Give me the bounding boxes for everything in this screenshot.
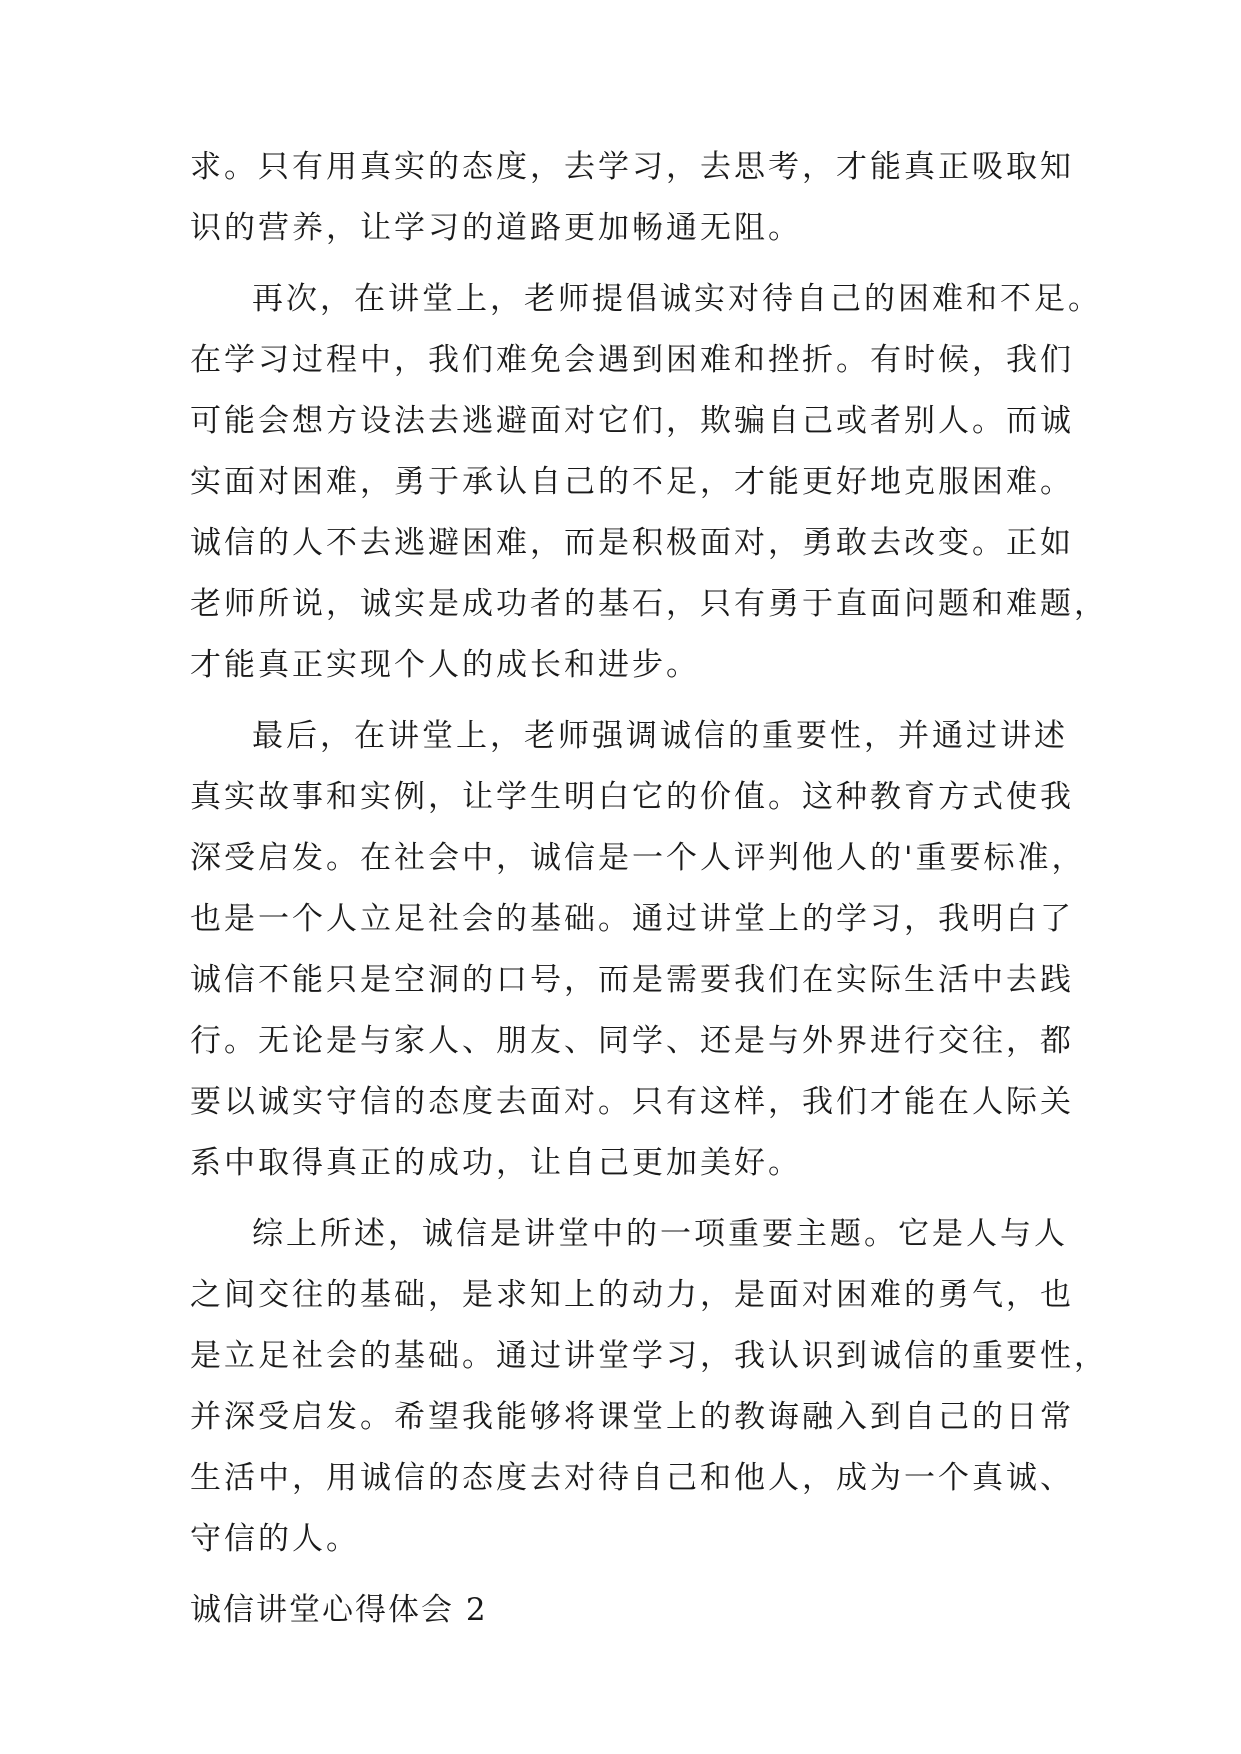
paragraph-line: 可能会想方设法去逃避面对它们，欺骗自己或者别人。而诚 [190,403,1074,439]
paragraph-line: 在学习过程中，我们难免会遇到困难和挫折。有时候，我们 [190,342,1074,378]
paragraph-line: 也是一个人立足社会的基础。通过讲堂上的学习，我明白了 [190,901,1074,937]
paragraph-line: 是立足社会的基础。通过讲堂学习，我认识到诚信的重要性， [190,1338,1108,1374]
paragraph-line: 求。只有用真实的态度，去学习，去思考，才能真正吸取知 [190,149,1074,185]
paragraph-line: 实面对困难，勇于承认自己的不足，才能更好地克服困难。 [190,464,1074,500]
paragraph-line: 生活中，用诚信的态度去对待自己和他人，成为一个真诚、 [190,1460,1074,1496]
paragraph-line: 系中取得真正的成功，让自己更加美好。 [190,1145,802,1181]
paragraph-line: 识的营养，让学习的道路更加畅通无阻。 [190,210,802,246]
paragraph-line: 深受启发。在社会中，诚信是一个人评判他人的'重要标准， [190,840,1086,876]
paragraph-line: 要以诚实守信的态度去面对。只有这样，我们才能在人际关 [190,1084,1074,1120]
paragraph-line: 诚信不能只是空洞的口号，而是需要我们在实际生活中去践 [190,962,1074,998]
paragraph-line: 守信的人。 [190,1521,360,1557]
paragraph-line: 诚信的人不去逃避困难，而是积极面对，勇敢去改变。正如 [190,525,1074,561]
paragraph-line: 综上所述，诚信是讲堂中的一项重要主题。它是人与人 [252,1216,1068,1252]
paragraph-line: 再次，在讲堂上，老师提倡诚实对待自己的困难和不足。 [252,281,1102,317]
paragraph-line: 老师所说，诚实是成功者的基石，只有勇于直面问题和难题， [190,586,1108,622]
paragraph-line: 才能真正实现个人的成长和进步。 [190,647,700,683]
section-title: 诚信讲堂心得体会 2 [190,1592,488,1628]
paragraph-line: 并深受启发。希望我能够将课堂上的教诲融入到自己的日常 [190,1399,1074,1435]
paragraph-line: 之间交往的基础，是求知上的动力，是面对困难的勇气，也 [190,1277,1074,1313]
paragraph-line: 真实故事和实例，让学生明白它的价值。这种教育方式使我 [190,779,1074,815]
paragraph-line: 行。无论是与家人、朋友、同学、还是与外界进行交往，都 [190,1023,1074,1059]
paragraph-line: 最后，在讲堂上，老师强调诚信的重要性，并通过讲述 [252,718,1068,754]
